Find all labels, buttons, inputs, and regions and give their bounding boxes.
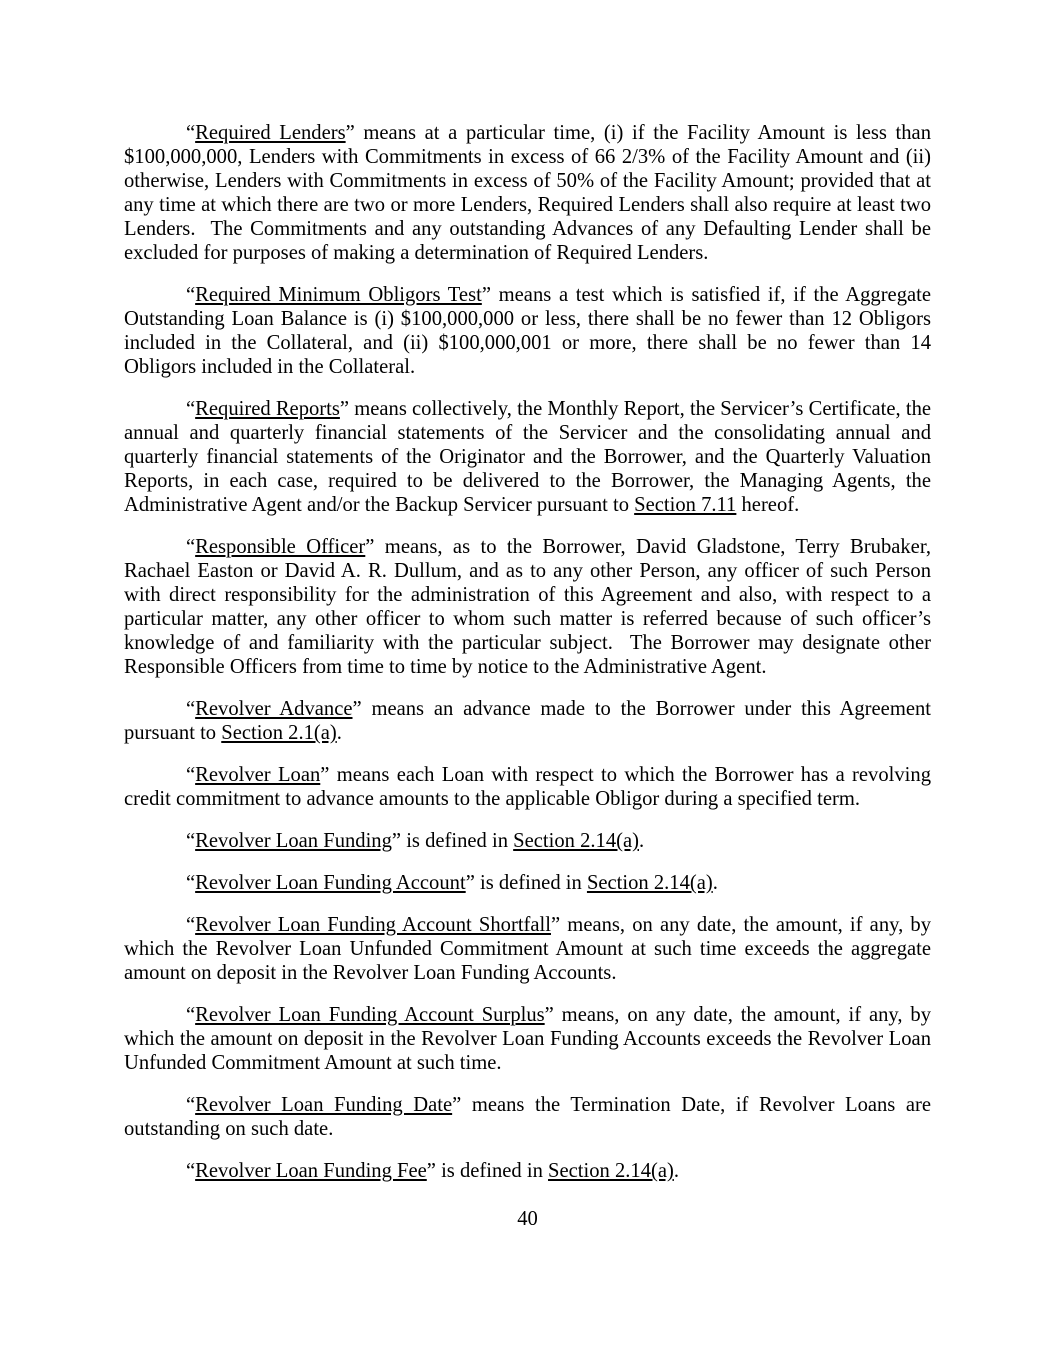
defined-term: Revolver Loan [195,764,321,786]
text-segment: “ [186,872,196,894]
text-segment: “ [186,122,196,144]
paragraph [124,283,937,379]
page-number: 40 [517,1208,538,1230]
defined-term: Revolver Loan Funding Date [195,1094,453,1116]
text-segment: ” is defined in [391,830,514,852]
text-segment: ” is defined in [465,872,587,894]
defined-term: Required Minimum Obligors Test [195,284,482,306]
text-segment: “ [186,1160,196,1182]
defined-term: Responsible Officer [195,536,366,558]
defined-term: Required Reports [195,398,340,420]
text-segment: “ [186,398,196,420]
defined-term: Required Lenders [195,122,346,144]
text-segment: . [638,830,645,852]
text-segment: . [673,1160,680,1182]
paragraph [124,829,931,853]
text-segment: “ [186,1004,196,1026]
text-segment: ” means the Termination Date, if Revolver Loans are outstanding on such date. [124,1094,937,1140]
text-segment: . [336,722,342,744]
paragraph [124,121,937,265]
text-segment: . [712,872,718,894]
paragraph [124,871,931,895]
text-segment: ” means at a particular time, (i) if the Facility Amount is less than $100,000,000, Lenders with Commitments in excess of 66 2/3% of the Facility Amount and (ii) otherwise, Lenders with Commitments in excess of 50% of the Facility Amount; provided that at any time at which there are two or more Lenders, Required Lenders shall also require at least two Lenders. The Commitments and any outstanding Advances of any Defaulting Lender shall be excluded for purposes of making a determination of Required Lenders. [124,122,937,264]
defined-term: Revolver Advance [195,698,353,720]
text-segment: ” means, as to the Borrower, David Gladstone, Terry Brubaker, Rachael Easton or David A. R. Dullum, and as to any other Person, any officer of such Person with direct responsibility for the administration of this Agreement and also, with respect to a particular matter, any other officer to whom such matter is referred because of such officer’s knowledge of and familiarity with the particular subject. The Borrower may designate other Responsible Officers from time to time by notice to the Administrative Agent. [124,536,937,678]
defined-term: Revolver Loan Funding Account Shortfall [195,914,551,936]
text-segment: “ [186,830,196,852]
text-segment: “ [186,764,196,786]
document-body [124,121,937,1183]
paragraph [124,697,937,745]
section-reference: Section 7.11 [634,494,737,516]
paragraph [124,1093,937,1141]
defined-term: Revolver Loan Funding Fee [195,1160,427,1182]
paragraph [124,913,937,985]
text-segment: “ [186,1094,196,1116]
text-segment: “ [186,536,196,558]
paragraph [124,1159,931,1183]
text-segment: ” means, on any date, the amount, if any, by which the Revolver Loan Unfunded Commitment Amount at such time exceeds the aggregate amount on deposit in the Revolver Loan Funding Accounts. [124,914,937,984]
text-segment: ” means collectively, the Monthly Report, the Servicer’s Certificate, the annual and quarterly financial statements of the Servicer and the consolidating annual and quarterly financial statements of the Originator and the Borrower, and the Quarterly Valuation Reports, in each case, required to be delivered to the Borrower, the Managing Agents, the Administrative Agent and/or the Backup Servicer pursuant to [124,398,937,516]
defined-term: Revolver Loan Funding [195,830,392,852]
text-segment: ” means a test which is satisfied if, if the Aggregate Outstanding Loan Balance is (i) $100,000,000 or less, there shall be no fewer than 12 Obligors included in the Collateral, and (ii) $100,000,001 or more, there shall be no fewer than 14 Obligors included in the Collateral. [124,284,937,378]
text-segment: “ [186,698,196,720]
paragraph [124,763,937,811]
defined-term: Revolver Loan Funding Account [195,872,466,894]
text-segment: ” means each Loan with respect to which the Borrower has a revolving credit commitment to advance amounts to the applicable Obligor during a specified term. [124,764,937,810]
paragraph [124,535,937,679]
text-segment: “ [186,914,196,936]
section-reference: Section 2.14(a) [513,830,639,852]
paragraph [124,397,937,517]
text-segment: ” is defined in [426,1160,549,1182]
section-reference: Section 2.1(a) [221,722,337,744]
section-reference: Section 2.14(a) [586,872,713,894]
section-reference: Section 2.14(a) [548,1160,674,1182]
text-segment: hereof. [736,494,800,516]
defined-term: Revolver Loan Funding Account Surplus [195,1004,545,1026]
text-segment: ” means, on any date, the amount, if any, by which the amount on deposit in the Revolver Loan Funding Accounts exceeds the Revolver Loan Unfunded Commitment Amount at such time. [124,1004,937,1074]
text-segment: “ [186,284,196,306]
paragraph [124,1003,937,1075]
text-segment: ” means an advance made to the Borrower under this Agreement pursuant to [124,698,937,744]
